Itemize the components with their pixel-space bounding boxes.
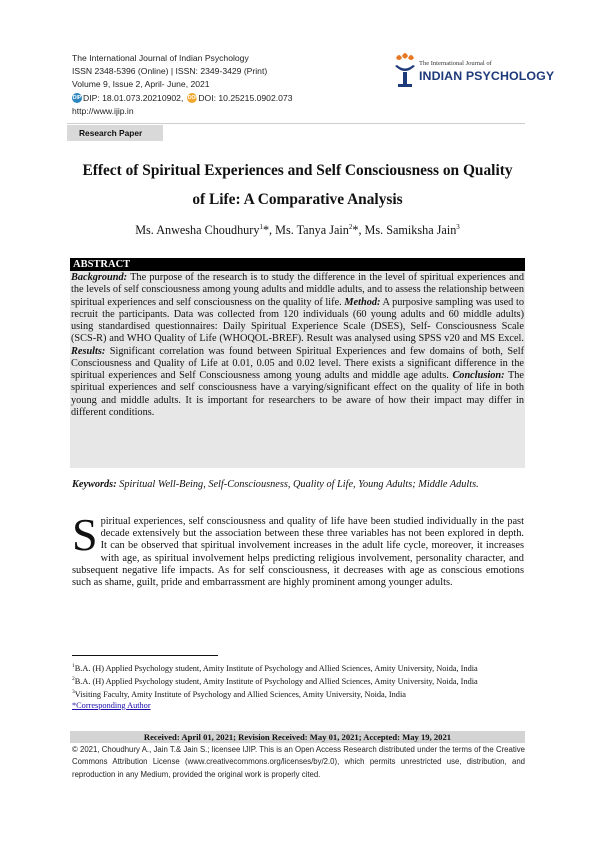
author-separator: *, — [262, 223, 276, 238]
footnote-text: B.A. (H) Applied Psychology student, Amity Institute of Psychology and Allied Sciences, Amity University, Noida, India — [74, 676, 478, 686]
abstract-results: Significant correlation was found between Spiritual Experiences and few domains of both, Self Consciousness and Quality of Life at 0.01, 0.05 and 0.02 level. There exists a significant difference in the spiritual experiences and Self Consciousness among young adults and middle age adults. — [71, 345, 524, 381]
author-affiliation-mark: 1 — [259, 223, 263, 231]
abstract-conclusion: The spiritual experiences and self consciousness have a varying/significant effect on the quality of life in both young and middle adults. It is important for researchers to be aware of how their impact may differ in different conditions. — [71, 370, 524, 418]
footnote-item — [72, 687, 524, 700]
author-name: Ms. Anwesha Choudhury — [135, 223, 260, 238]
author-name: Ms. Samiksha Jain — [364, 223, 457, 238]
doi-badge-icon: DOI — [187, 95, 197, 102]
dip-text: DIP: 18.01.073.20210902, — [83, 92, 184, 103]
abstract-background: The purpose of the research is to study the difference in the level of spiritual experiences and the levels of self consciousness among young adults and middle adults, and to assess the relationship between spiritual experiences and self consciousness on the quality of life. — [71, 272, 524, 308]
lamp-emblem-icon — [392, 52, 418, 92]
paper-title-line-1: Effect of Spiritual Experiences and Self Consciousness on Quality — [82, 162, 513, 179]
author-affiliation-mark: 2 — [348, 223, 353, 231]
intro-paragraph — [72, 509, 524, 589]
dip-badge-icon: DIP — [72, 95, 82, 102]
footnote-item — [72, 674, 524, 687]
footnote-mark: 1 — [72, 663, 75, 669]
abstract-heading: ABSTRACT — [70, 258, 525, 271]
section-tab: Research Paper — [67, 125, 163, 141]
author-list — [60, 223, 535, 238]
journal-volume: Volume 9, Issue 2, April- June, 2021 — [72, 79, 210, 90]
intro-text: piritual experiences, self consciousness and quality of life have been studied individually in the past decade extensively but the association between these three variables has not been explored in depth. It can be observed that spiritual involvement increases in the adult life cycle, moreover, it increases with age, as spiritual involvement helps predicting religious involvement, personality character, and subsequent negative life impacts. As for self consciousness, it decreases with age as conscious emotions such as shame, guilt, pride and embarrassment are highly prominent among younger adults. — [72, 516, 524, 589]
paper-title — [60, 156, 535, 214]
footnote-text: Visiting Faculty, Amity Institute of Psychology and Allied Sciences, Amity University, Noida, India — [74, 689, 406, 699]
author-affiliation-mark: 3 — [456, 223, 460, 231]
abstract-method-label: Method: — [344, 296, 381, 308]
keywords-label: Keywords: — [72, 479, 117, 490]
author-separator: *, — [352, 223, 365, 238]
keywords-text: Spiritual Well-Being, Self-Consciousness, Quality of Life, Young Adults; Middle Adults. — [116, 479, 479, 490]
abstract-background-label: Background: — [71, 272, 128, 283]
abstract-conclusion-label: Conclusion: — [452, 370, 505, 381]
received-dates-bar: Received: April 01, 2021; Revision Received: May 01, 2021; Accepted: May 19, 2021 — [70, 731, 525, 743]
journal-meta — [72, 52, 292, 118]
journal-name: The International Journal of Indian Psychology — [72, 53, 249, 63]
section-bar — [67, 123, 525, 141]
journal-url[interactable]: http://www.ijip.in — [72, 105, 134, 116]
footnote-item — [72, 661, 524, 674]
paper-title-line-2: of Life: A Comparative Analysis — [192, 191, 403, 208]
corresponding-author-line — [72, 700, 524, 711]
doi-text: DOI: 10.25215.0902.073 — [198, 92, 293, 103]
abstract-method: A purposive sampling was used to recruit the participants. Data was collected from 120 individuals (60 young adults and 60 middle adults) using standardised questionnaires: Daily Spiritual Experience Scale (DSES), Self- Consciousness Scale (SCS-R) and WHO Quality of Life (WHOQOL-BREF). Result was analysed using SPSS v20 and MS Excel. — [71, 296, 524, 345]
logo-subtitle: The International Journal of — [419, 60, 492, 67]
license-text: © 2021, Choudhury A., Jain T.& Jain S.; licensee IJIP. This is an Open Access Research distributed under the terms of the Creative Commons Attribution License (www.creativecommons.org/licenses/by/2.0), which permits unrestricted use, distribution, and reproduction in any Medium, provided the original work is properly cited. — [72, 745, 525, 779]
footnote-mark: 2 — [72, 675, 75, 682]
abstract-results-label: Results: — [71, 345, 106, 357]
dropcap-letter: S — [72, 509, 98, 560]
abstract-text — [71, 272, 524, 419]
footnote-divider — [72, 655, 218, 656]
footnote-mark: 3 — [72, 688, 75, 695]
footnotes — [72, 661, 524, 711]
journal-logo — [392, 52, 555, 92]
author-name: Ms. Tanya Jain — [275, 223, 349, 238]
keywords — [72, 478, 525, 492]
abstract-box — [70, 258, 525, 468]
footnote-text: B.A. (H) Applied Psychology student, Amity Institute of Psychology and Allied Sciences, Amity University, Noida, India — [74, 663, 478, 673]
corresponding-author-link[interactable]: *Corresponding Author — [72, 700, 151, 710]
logo-title: INDIAN PSYCHOLOGY — [419, 69, 555, 83]
doi-line — [72, 92, 292, 105]
journal-issn: ISSN 2348-5396 (Online) | ISSN: 2349-3429 (Print) — [72, 66, 268, 77]
